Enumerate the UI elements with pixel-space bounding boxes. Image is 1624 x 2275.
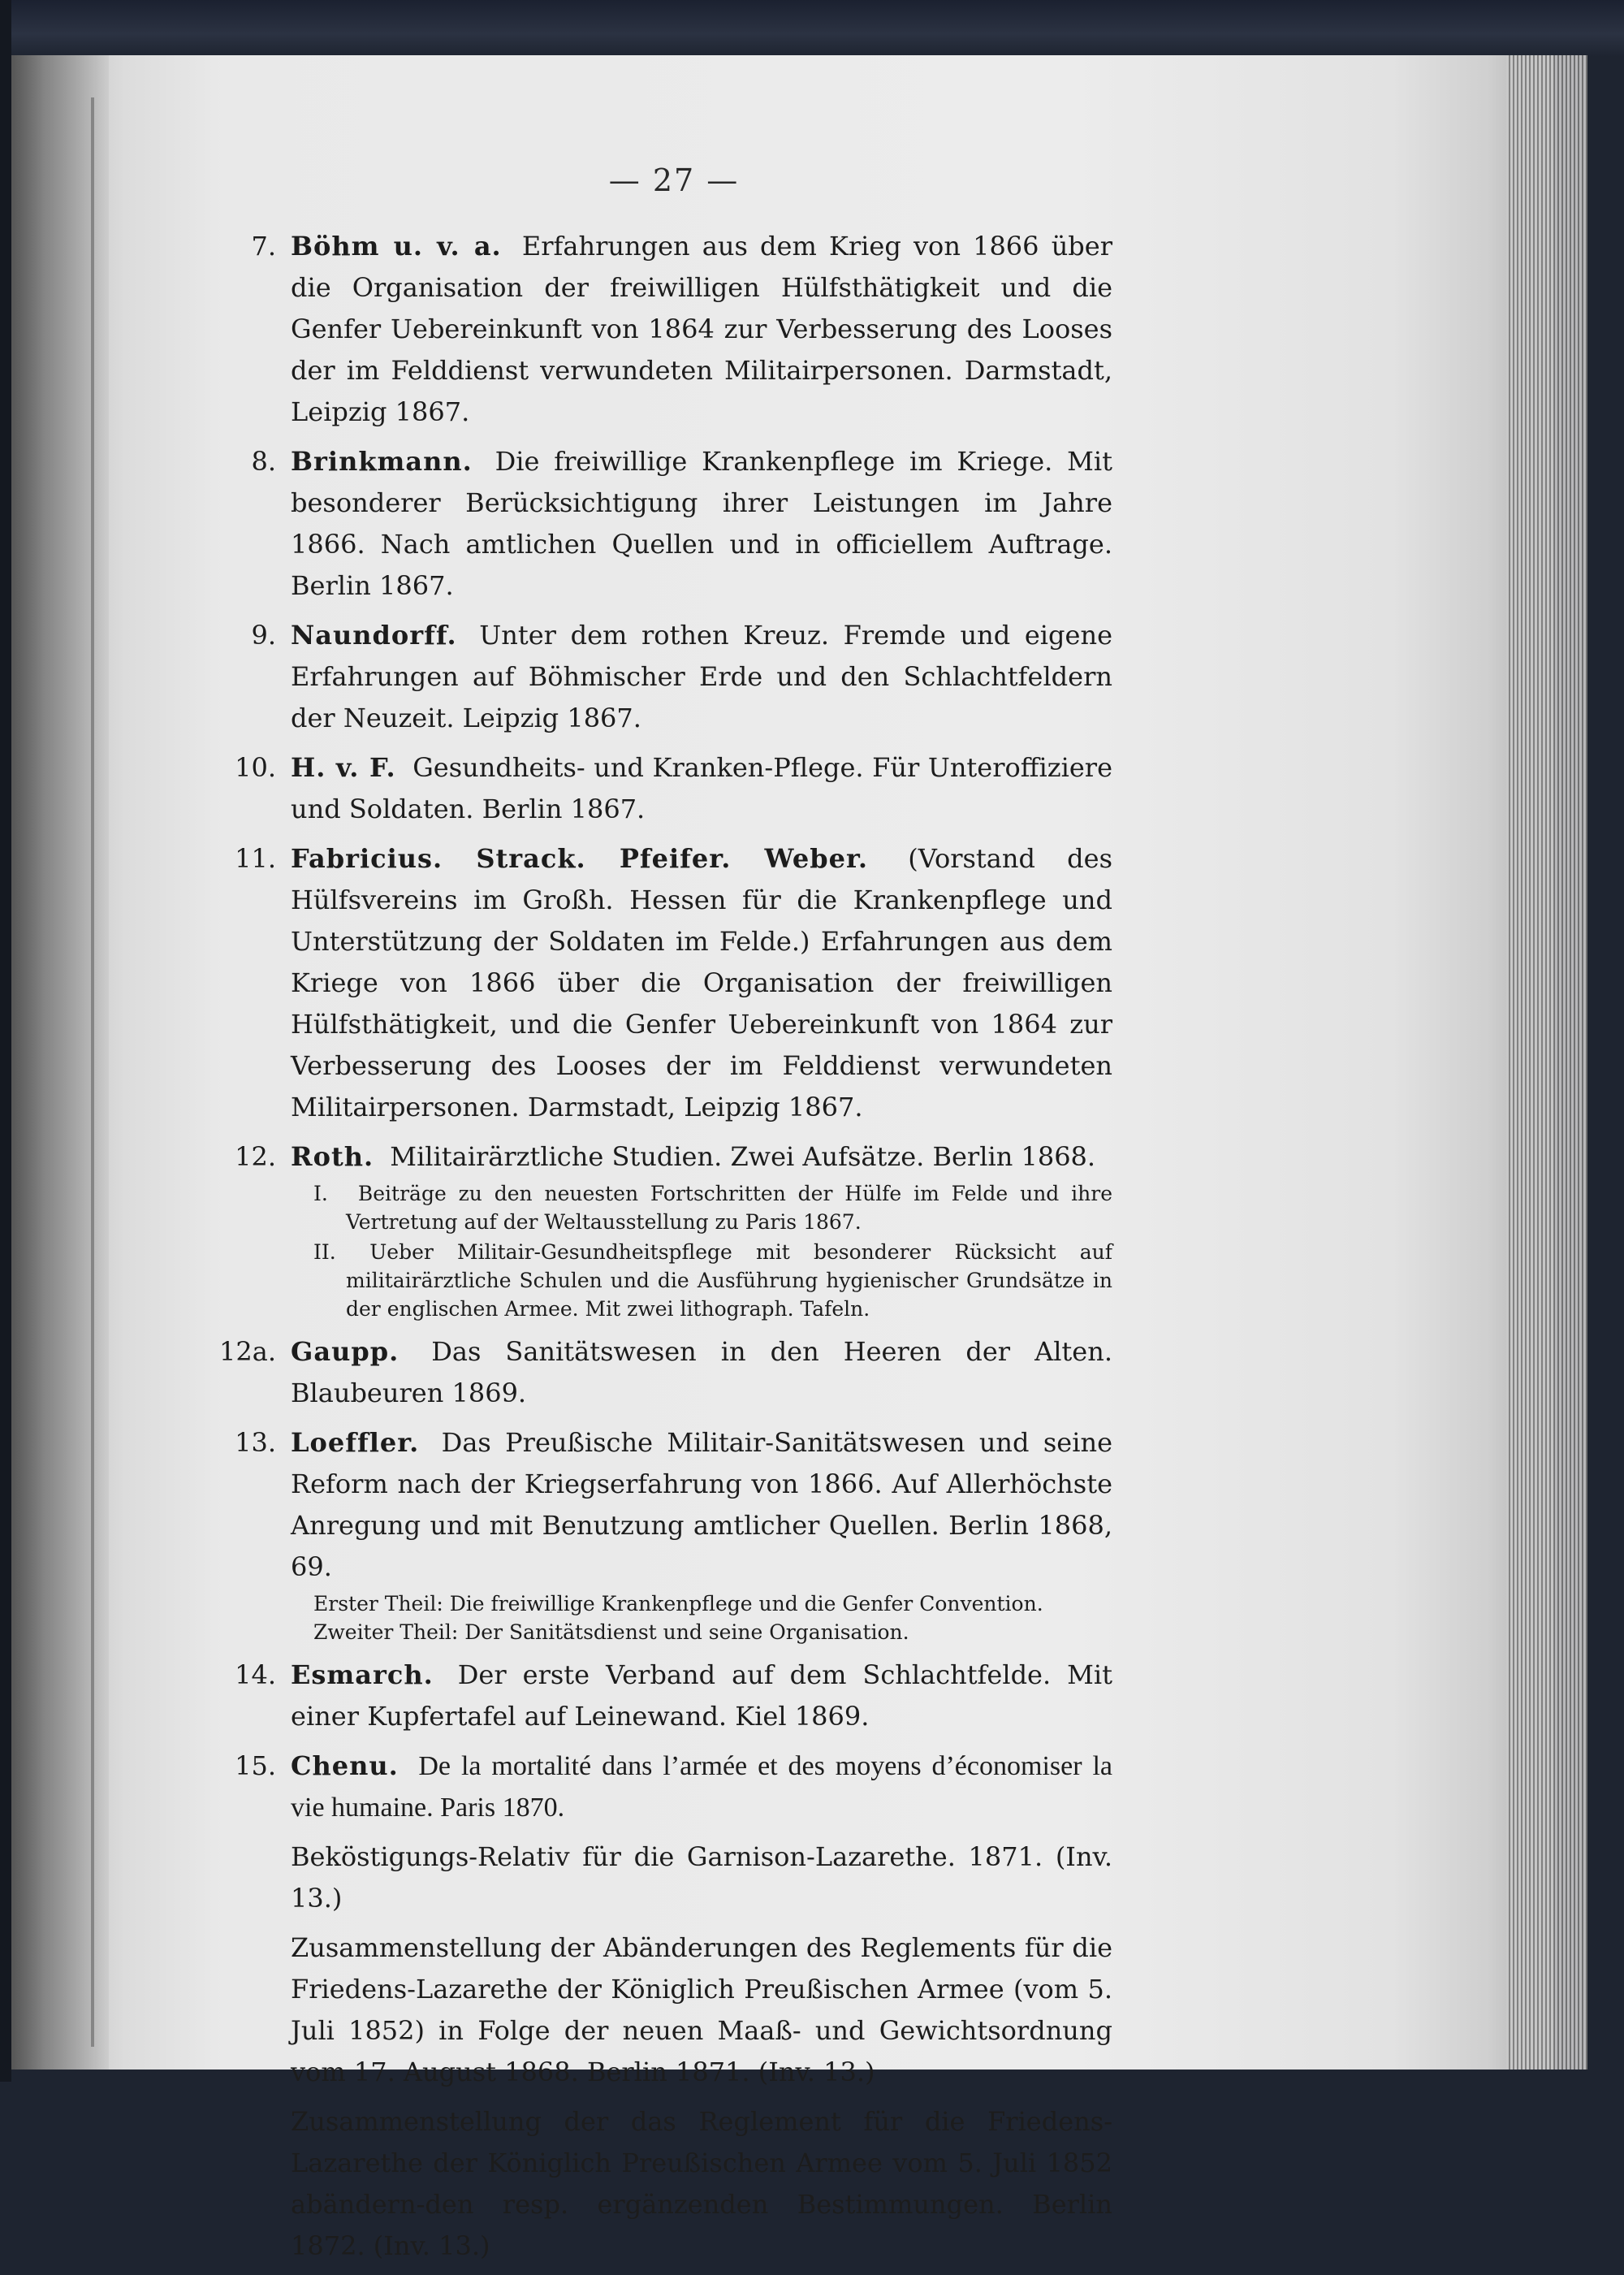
page-edges: [1506, 55, 1587, 2070]
extra-entry: [235, 1836, 1112, 1919]
entry-15: [235, 1745, 1112, 1828]
entry-author: Gaupp.: [291, 1336, 400, 1367]
entry-author: Fabricius. Strack. Pfeifer. Weber.: [291, 843, 869, 874]
part-line: Erster Theil: Die freiwillige Krankenpflege und die Genfer Convention.: [313, 1592, 1043, 1615]
entry-number: 13.: [235, 1427, 276, 1458]
entry-number: 10.: [235, 752, 276, 783]
entry-text: Der erste Verband auf dem Schlachtfelde. Mit einer Kupfertafel auf Leinewand. Kiel 1869.: [291, 1659, 1113, 1732]
extra-entry: [235, 1927, 1112, 2093]
extra-text: Beköstigungs-Relativ für die Garnison-Lazarethe. 1871. (Inv. 13.): [291, 1841, 1112, 1914]
entry-parts: [291, 1589, 1112, 1646]
entry-11: [235, 838, 1112, 1128]
sub-item-text: Beiträge zu den neuesten Fortschritten der Hülfe im Felde und ihre Vertretung auf der Weltausstellung zu Paris 1867.: [346, 1182, 1112, 1234]
entry-text: (Vorstand des Hülfsvereins im Großh. Hessen für die Krankenpflege und Unterstützung der Soldaten im Felde.) Erfahrungen aus dem Kriege von 1866 über die Organisation der freiwilligen Hülfsthätigkeit, und die Genfer Uebereinkunft von 1864 zur Verbesserung des Looses der im Felddienst verwundeten Militairpersonen. Darmstadt, Leipzig 1867.: [291, 843, 1113, 1122]
entry-number: 14.: [235, 1659, 276, 1690]
entry-number: 12a.: [219, 1336, 276, 1367]
extra-text: Zusammenstellung der das Reglement für die Friedens-Lazarethe der Königlich Preußischen Armee vom 5. Juli 1852 abändern-den resp. ergänzenden Bestimmungen. Berlin 1872. (Inv. 13.): [291, 2106, 1112, 2261]
gutter-line: [91, 97, 94, 2047]
entry-8: [235, 441, 1112, 607]
entry-14: [235, 1654, 1112, 1737]
entry-12: [235, 1136, 1112, 1323]
entry-9: [235, 615, 1112, 739]
sub-item-numeral: II.: [313, 1240, 336, 1264]
entry-7: [235, 226, 1112, 433]
page-number: — 27 —: [608, 162, 740, 198]
entry-number: 8.: [251, 446, 276, 477]
entry-author: Brinkmann.: [291, 446, 473, 477]
entry-text: Erfahrungen aus dem Krieg von 1866 über die Organisation der freiwilligen Hülfsthätigkeit und die Genfer Uebereinkunft von 1864 zur Verbesserung des Looses der im Felddienst verwundeten Militairpersonen. Darmstadt, Leipzig 1867.: [291, 231, 1113, 427]
entry-13: [235, 1422, 1112, 1646]
book-cover-top: [0, 0, 1624, 57]
extra-text: Zusammenstellung der Abänderungen des Reglements für die Friedens-Lazarethe der Königlich Preußischen Armee (vom 5. Juli 1852) in Folge der neuen Maaß- und Gewichtsordnung vom 17. August 1868. Berlin 1871. (Inv. 13.): [291, 1932, 1112, 2087]
entry-10: [235, 747, 1112, 830]
entry-author: Esmarch.: [291, 1659, 434, 1690]
entry-number: 7.: [251, 231, 276, 262]
entry-text: Die freiwillige Krankenpflege im Kriege. Mit besonderer Berücksichtigung ihrer Leistungen im Jahre 1866. Nach amtlichen Quellen und in officiellem Auftrage. Berlin 1867.: [291, 446, 1113, 601]
entry-text: Militairärztliche Studien. Zwei Aufsätze. Berlin 1868.: [390, 1141, 1096, 1172]
entry-number: 9.: [251, 620, 276, 651]
book-cover-left: [0, 0, 11, 2082]
entry-sublist: [291, 1179, 1112, 1323]
entry-number: 15.: [235, 1750, 276, 1781]
entry-text: Das Sanitätswesen in den Heeren der Alten. Blaubeuren 1869.: [291, 1336, 1113, 1408]
entry-number: 12.: [235, 1141, 276, 1172]
entry-author: Chenu.: [291, 1750, 399, 1781]
entry-author: H. v. F.: [291, 752, 396, 783]
entry-author: Roth.: [291, 1141, 374, 1172]
page-text: [219, 162, 1113, 2275]
sub-item-numeral: I.: [313, 1182, 328, 1205]
entry-text: Unter dem rothen Kreuz. Fremde und eigene Erfahrungen auf Böhmischer Erde und den Schlachtfeldern der Neuzeit. Leipzig 1867.: [291, 620, 1113, 733]
entry-text: De la mortalité dans l’armée et des moyens d’économiser la vie humaine. Paris 1870.: [291, 1751, 1112, 1823]
extra-entry: [235, 2101, 1112, 2267]
sub-item: [313, 1179, 1112, 1236]
sub-item-text: Ueber Militair-Gesundheitspflege mit besonderer Rücksicht auf militairärztliche Schulen und die Ausführung hygienischer Grundsätze in der englischen Armee. Mit zwei lithograph. Tafeln.: [346, 1240, 1112, 1321]
entry-number: 11.: [235, 843, 276, 874]
sub-item: [313, 1238, 1112, 1323]
entry-12a: [219, 1331, 1113, 1414]
entry-author: Loeffler.: [291, 1427, 420, 1458]
part-line: Zweiter Theil: Der Sanitätsdienst und seine Organisation.: [313, 1620, 909, 1644]
entry-author: Böhm u. v. a.: [291, 231, 502, 262]
entry-author: Naundorff.: [291, 620, 457, 651]
entry-text: Gesundheits- und Kranken-Pflege. Für Unteroffiziere und Soldaten. Berlin 1867.: [291, 752, 1113, 824]
spine-shadow: [11, 55, 109, 2070]
entry-text: Das Preußische Militair-Sanitätswesen und seine Reform nach der Kriegserfahrung von 1866. Auf Allerhöchste Anregung und mit Benutzung amtlicher Quellen. Berlin 1868, 69.: [291, 1427, 1113, 1582]
